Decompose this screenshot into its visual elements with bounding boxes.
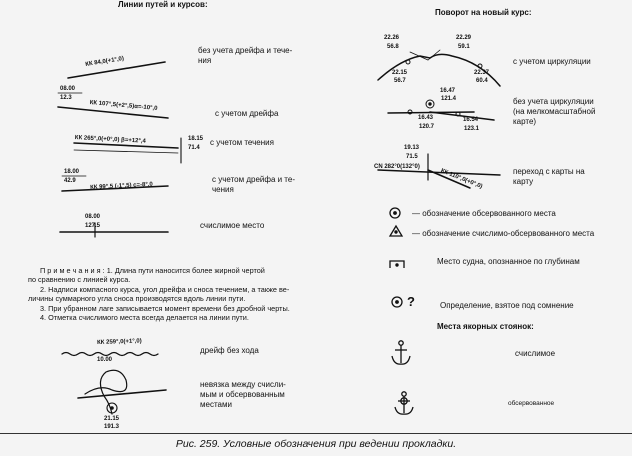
time-value: 08.00 — [85, 214, 101, 220]
course-annotation: КК 259°,0(+1°,0) — [97, 338, 142, 346]
left-item-description: с учетом дрейфа — [215, 109, 279, 118]
left-item-description: без учета дрейфа и тече- — [198, 46, 293, 55]
left-item-description: с учетом дрейфа и те- — [212, 175, 295, 184]
course-annotation: КК 99°,5 (-1°,5) c=-8°,0 — [90, 181, 153, 191]
time-value: 18.15 — [188, 136, 204, 142]
log-value: 60.4 — [476, 78, 488, 84]
course-annotation: CN 282°0(132°0) — [374, 164, 420, 170]
time-value: 22.26 — [384, 35, 400, 41]
bottom-item-description: мым и обсервованным — [200, 390, 285, 399]
left-item-description: чения — [212, 185, 234, 194]
caption-divider — [0, 433, 632, 434]
time-value: 22.37 — [474, 70, 490, 76]
figure-caption: Рис. 259. Условные обозначения при ведении прокладки. — [175, 438, 457, 450]
symbol-description: Место судна, опознанное по глубинам — [437, 257, 580, 266]
left-item-description: счислимое место — [200, 221, 265, 230]
question-icon: ? — [407, 294, 415, 309]
log-value: 191.3 — [104, 424, 120, 430]
time-value: 22.29 — [456, 35, 472, 41]
bottom-item-description: местами — [200, 400, 232, 409]
time-value: 18.00 — [64, 169, 80, 175]
current-line — [74, 150, 178, 153]
log-value: 56.8 — [387, 44, 399, 50]
right-item-description: (на мелкомасштабной — [513, 107, 596, 116]
right-item-description: переход с карты на — [513, 167, 585, 176]
turn-circulation-vertex-a — [410, 52, 428, 60]
anchor-observed-icon — [395, 392, 413, 414]
drift-wavy-line — [62, 353, 158, 356]
right-item-description: карту — [513, 177, 534, 186]
log-value: 71.5 — [406, 154, 418, 160]
notes-block — [28, 266, 290, 322]
notes-line: 1. Длина пути наносится более жирной чертой — [106, 266, 265, 275]
time-value: 22.15 — [392, 70, 408, 76]
anchor-dr-icon — [392, 341, 410, 364]
anchorage-dr-label: счислимое — [515, 349, 556, 358]
bottom-item-description: невязка между счисли- — [200, 380, 286, 389]
time-value: 19.13 — [404, 145, 420, 151]
notes-line: 2. Надписи компасного курса, угол дрейфа и сноса течением, а также ве- — [40, 284, 290, 294]
time-value: 16.54 — [463, 117, 479, 123]
time-value: 21.15 — [104, 416, 120, 422]
course-annotation: КК 265°,0(+0°,0) β=+12°,4 — [74, 135, 146, 145]
log-value: 127.5 — [85, 223, 101, 229]
notes-heading: П р и м е ч а н и я : — [40, 266, 105, 275]
right-item-description: с учетом циркуляции — [513, 57, 591, 66]
course-annotation: КК 110°,0(+0°,0) — [439, 168, 484, 191]
log-value: 56.7 — [394, 78, 406, 84]
right-item-description: карте) — [513, 117, 537, 126]
course-line-no-drift — [68, 62, 165, 78]
symbol-description: Определение, взятое под сомнение — [440, 301, 574, 310]
turn-no-circulation-b — [430, 112, 494, 120]
notes-line: 3. При убранном лаге записывается момент времени без дробной черты. — [40, 303, 290, 313]
time-value: 16.43 — [418, 115, 434, 121]
anchorage-observed-label: обсервованное — [508, 400, 555, 407]
notes-line: по сравнению с линией курса. — [28, 275, 131, 285]
bottom-item-description: дрейф без хода — [200, 346, 259, 355]
symbol-description: — обозначение обсервованного места — [412, 209, 556, 218]
anchorage-heading: Места якорных стоянок: — [437, 322, 534, 331]
log-value: 121.4 — [441, 96, 457, 102]
time-value: 10.00 — [97, 357, 113, 363]
left-header: Линии путей и курсов: — [118, 0, 208, 9]
log-value: 123.1 — [464, 126, 480, 132]
symbol-description: — обозначение счислимо-обсервованного места — [412, 229, 595, 238]
left-item-description: ния — [198, 56, 212, 65]
course-line-current — [74, 143, 178, 148]
log-value: 12.3 — [60, 95, 72, 101]
log-value: 120.7 — [419, 124, 435, 130]
notes-line: личины суммарного угла сноса производятся вдоль линии пути. — [28, 294, 246, 304]
log-value: 59.1 — [458, 44, 470, 50]
left-item-description: с учетом течения — [210, 138, 274, 147]
right-header: Поворот на новый курс: — [435, 8, 532, 17]
discrepancy-loop — [85, 370, 127, 414]
time-value: 08.00 — [60, 86, 76, 92]
course-annotation: КК 84,0(+1°,0) — [85, 55, 125, 68]
log-value: 71.4 — [188, 145, 200, 151]
time-value: 16.47 — [440, 88, 456, 94]
course-annotation: КК 107°,5(+2°,5)α=-10°,0 — [89, 100, 158, 112]
notes-line: 4. Отметка счислимого места всегда делается на линии пути. — [40, 313, 249, 323]
log-value: 42.9 — [64, 178, 76, 184]
right-item-description: без учета циркуляции — [513, 97, 594, 106]
